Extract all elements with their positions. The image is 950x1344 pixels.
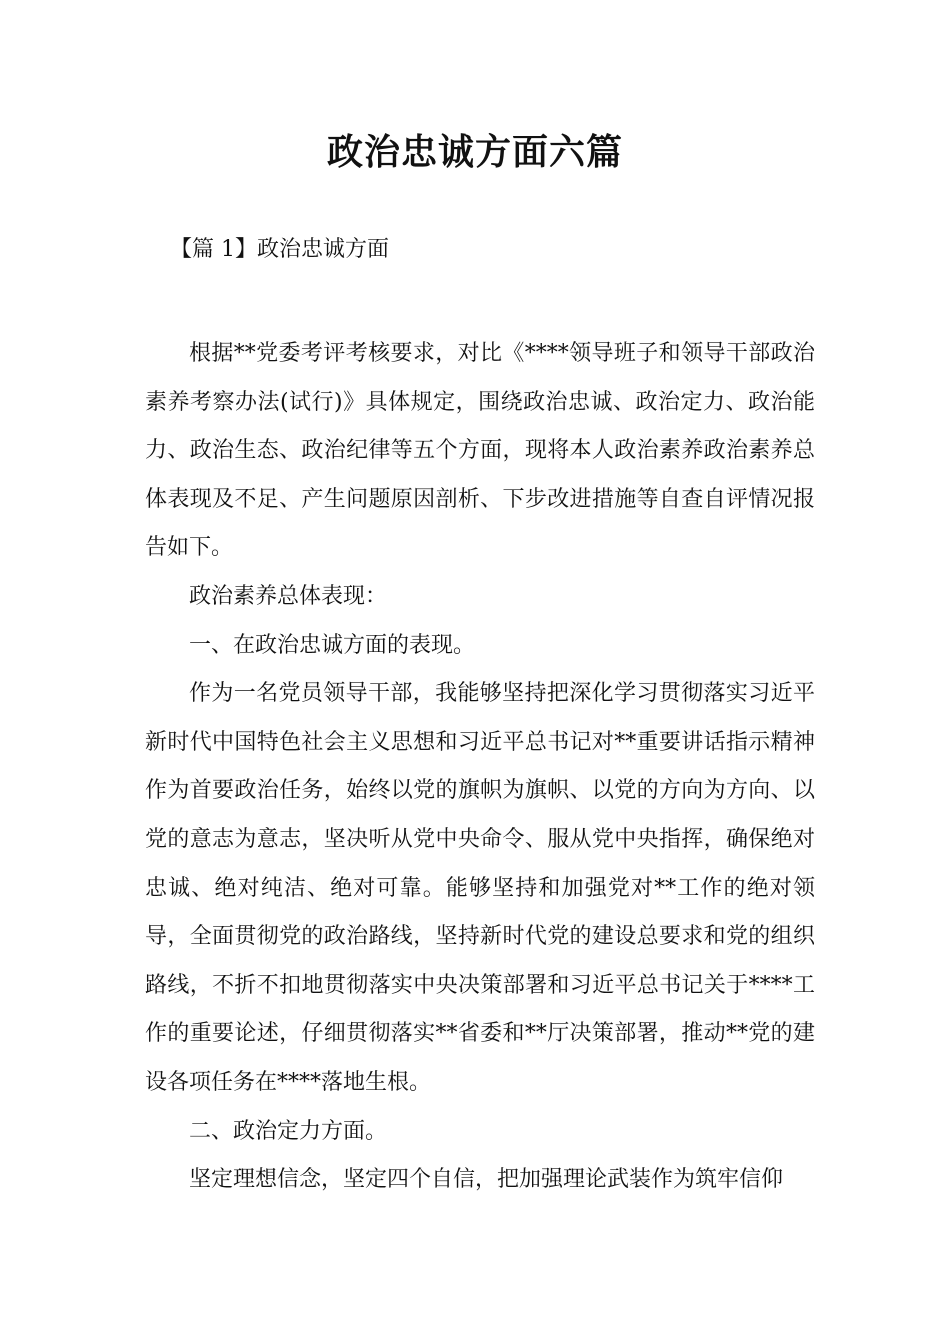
paragraph: 坚定理想信念，坚定四个自信，把加强理论武装作为筑牢信仰: [189, 1167, 784, 1193]
paragraph: 根据**党委考评考核要求，对比《****领导班子和领导干部政治素养考察办法(试行)》具体规定，围绕政治忠诚、政治定力、政治能力、政治生态、政治纪律等五个方面，现将本人政治素养政治素养总体表现及不足、产生问题原因剖析、下步改进措施等自查自评情况报告如下。: [145, 341, 815, 561]
document-title: 政治忠诚方面六篇: [326, 131, 623, 173]
document-body: [145, 330, 815, 1205]
paragraph: 二、政治定力方面。: [189, 1118, 388, 1144]
paragraph: 一、在政治忠诚方面的表现。: [189, 632, 476, 658]
paragraph: 政治素养总体表现：: [189, 583, 388, 609]
paragraph: 作为一名党员领导干部，我能够坚持把深化学习贯彻落实习近平新时代中国特色社会主义思想和习近平总书记对**重要讲话指示精神作为首要政治任务，始终以党的旗帜为旗帜、以党的方向为方向、以党的意志为意志，坚决听从党中央命令、服从党中央指挥，确保绝对忠诚、绝对纯洁、绝对可靠。能够坚持和加强党对**工作的绝对领导，全面贯彻党的政治路线，坚持新时代党的建设总要求和党的组织路线，不折不扣地贯彻落实中央决策部署和习近平总书记关于****工作的重要论述，仔细贯彻落实**省委和**厅决策部署，推动**党的建设各项任务在****落地生根。: [145, 681, 815, 1095]
section-heading: 【篇 1】政治忠诚方面: [170, 237, 389, 262]
